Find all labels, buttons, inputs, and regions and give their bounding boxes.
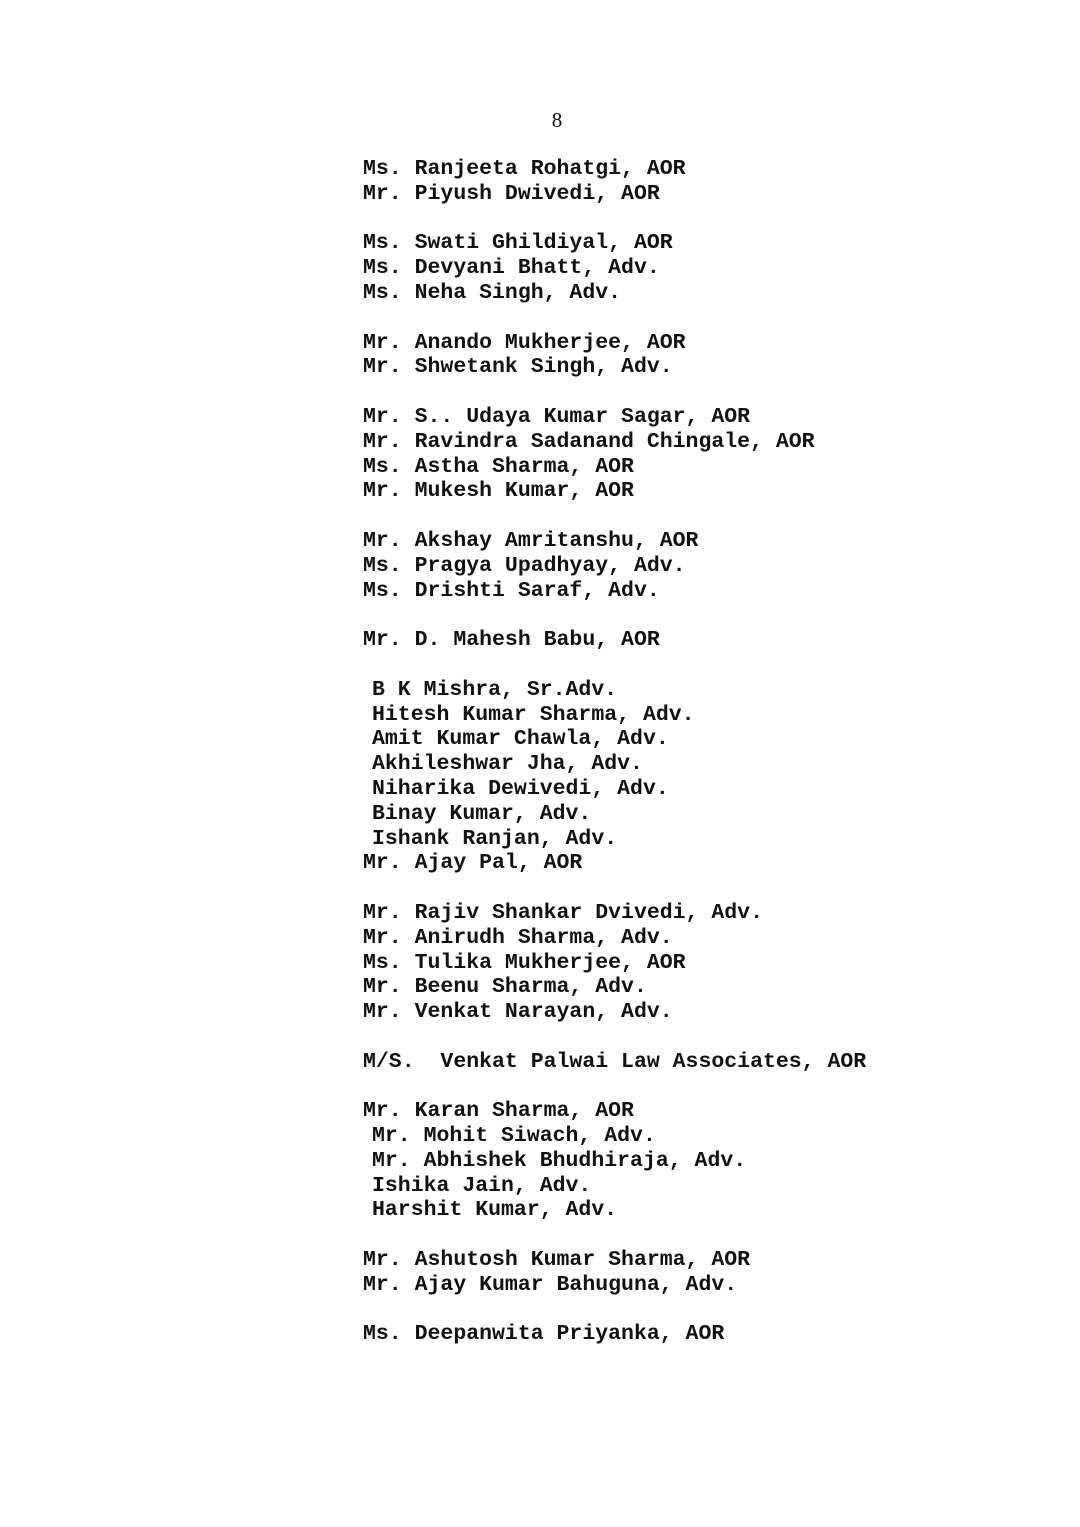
counsel-line: Ms. Tulika Mukherjee, AOR bbox=[363, 950, 686, 975]
counsel-line: Ishank Ranjan, Adv. bbox=[372, 826, 618, 851]
counsel-line: Akhileshwar Jha, Adv. bbox=[372, 752, 643, 777]
counsel-line: Mr. Ravindra Sadanand Chingale, AOR bbox=[363, 429, 815, 454]
counsel-line: Harshit Kumar, Adv. bbox=[372, 1198, 618, 1223]
counsel-line: Mr. Mohit Siwach, Adv. bbox=[372, 1124, 656, 1149]
counsel-line: Mr. Beenu Sharma, Adv. bbox=[363, 975, 647, 1000]
counsel-line: Amit Kumar Chawla, Adv. bbox=[372, 727, 669, 752]
counsel-group bbox=[363, 1050, 1063, 1075]
counsel-line: Ms. Devyani Bhatt, Adv. bbox=[363, 256, 660, 281]
counsel-line: Mr. Piyush Dwivedi, AOR bbox=[363, 181, 660, 206]
counsel-line: Mr. Mukesh Kumar, AOR bbox=[363, 479, 634, 504]
counsel-line: Mr. Ajay Pal, AOR bbox=[363, 851, 583, 876]
counsel-line: Mr. Rajiv Shankar Dvivedi, Adv. bbox=[363, 900, 763, 925]
counsel-line: Ms. Pragya Upadhyay, Adv. bbox=[363, 553, 686, 578]
counsel-line: Hitesh Kumar Sharma, Adv. bbox=[372, 702, 695, 727]
counsel-group bbox=[363, 405, 1063, 504]
counsel-line: B K Mishra, Sr.Adv. bbox=[372, 677, 618, 702]
counsel-line: Mr. Ashutosh Kumar Sharma, AOR bbox=[363, 1248, 751, 1273]
counsel-group bbox=[363, 529, 1063, 603]
counsel-line: Ms. Drishti Saraf, Adv. bbox=[363, 578, 660, 603]
counsel-line: M/S. Venkat Palwai Law Associates, AOR bbox=[363, 1049, 867, 1074]
counsel-group bbox=[363, 678, 1063, 876]
counsel-group bbox=[363, 1099, 1063, 1223]
counsel-line: Mr. Abhishek Bhudhiraja, Adv. bbox=[372, 1148, 747, 1173]
counsel-line: Mr. Venkat Narayan, Adv. bbox=[363, 1000, 673, 1025]
counsel-line: Mr. D. Mahesh Babu, AOR bbox=[363, 628, 660, 653]
counsel-group bbox=[363, 231, 1063, 305]
counsel-line: Ms. Ranjeeta Rohatgi, AOR bbox=[363, 157, 686, 181]
counsel-line: Mr. Anirudh Sharma, Adv. bbox=[363, 925, 673, 950]
counsel-line: Mr. Akshay Amritanshu, AOR bbox=[363, 528, 699, 553]
counsel-group bbox=[363, 628, 1063, 653]
counsel-line: Ms. Astha Sharma, AOR bbox=[363, 454, 634, 479]
counsel-line: Mr. Ajay Kumar Bahuguna, Adv. bbox=[363, 1272, 738, 1297]
counsel-line: Ishika Jain, Adv. bbox=[372, 1173, 592, 1198]
counsel-line: Ms. Deepanwita Priyanka, AOR bbox=[363, 1322, 725, 1347]
counsel-group bbox=[363, 901, 1063, 1025]
page-number: 8 bbox=[551, 108, 563, 132]
counsel-group bbox=[363, 157, 1063, 207]
counsel-line: Mr. S.. Udaya Kumar Sagar, AOR bbox=[363, 404, 751, 429]
counsel-group bbox=[363, 1248, 1063, 1298]
counsel-line: Mr. Karan Sharma, AOR bbox=[363, 1099, 634, 1124]
counsel-group bbox=[363, 331, 1063, 381]
counsel-line: Niharika Dewivedi, Adv. bbox=[372, 776, 669, 801]
counsel-line: Mr. Shwetank Singh, Adv. bbox=[363, 355, 673, 380]
counsel-line: Ms. Swati Ghildiyal, AOR bbox=[363, 231, 673, 256]
counsel-line: Binay Kumar, Adv. bbox=[372, 801, 592, 826]
counsel-list bbox=[363, 157, 1063, 1372]
counsel-line: Mr. Anando Mukherjee, AOR bbox=[363, 330, 686, 355]
counsel-group bbox=[363, 1322, 1063, 1347]
counsel-line: Ms. Neha Singh, Adv. bbox=[363, 280, 622, 305]
